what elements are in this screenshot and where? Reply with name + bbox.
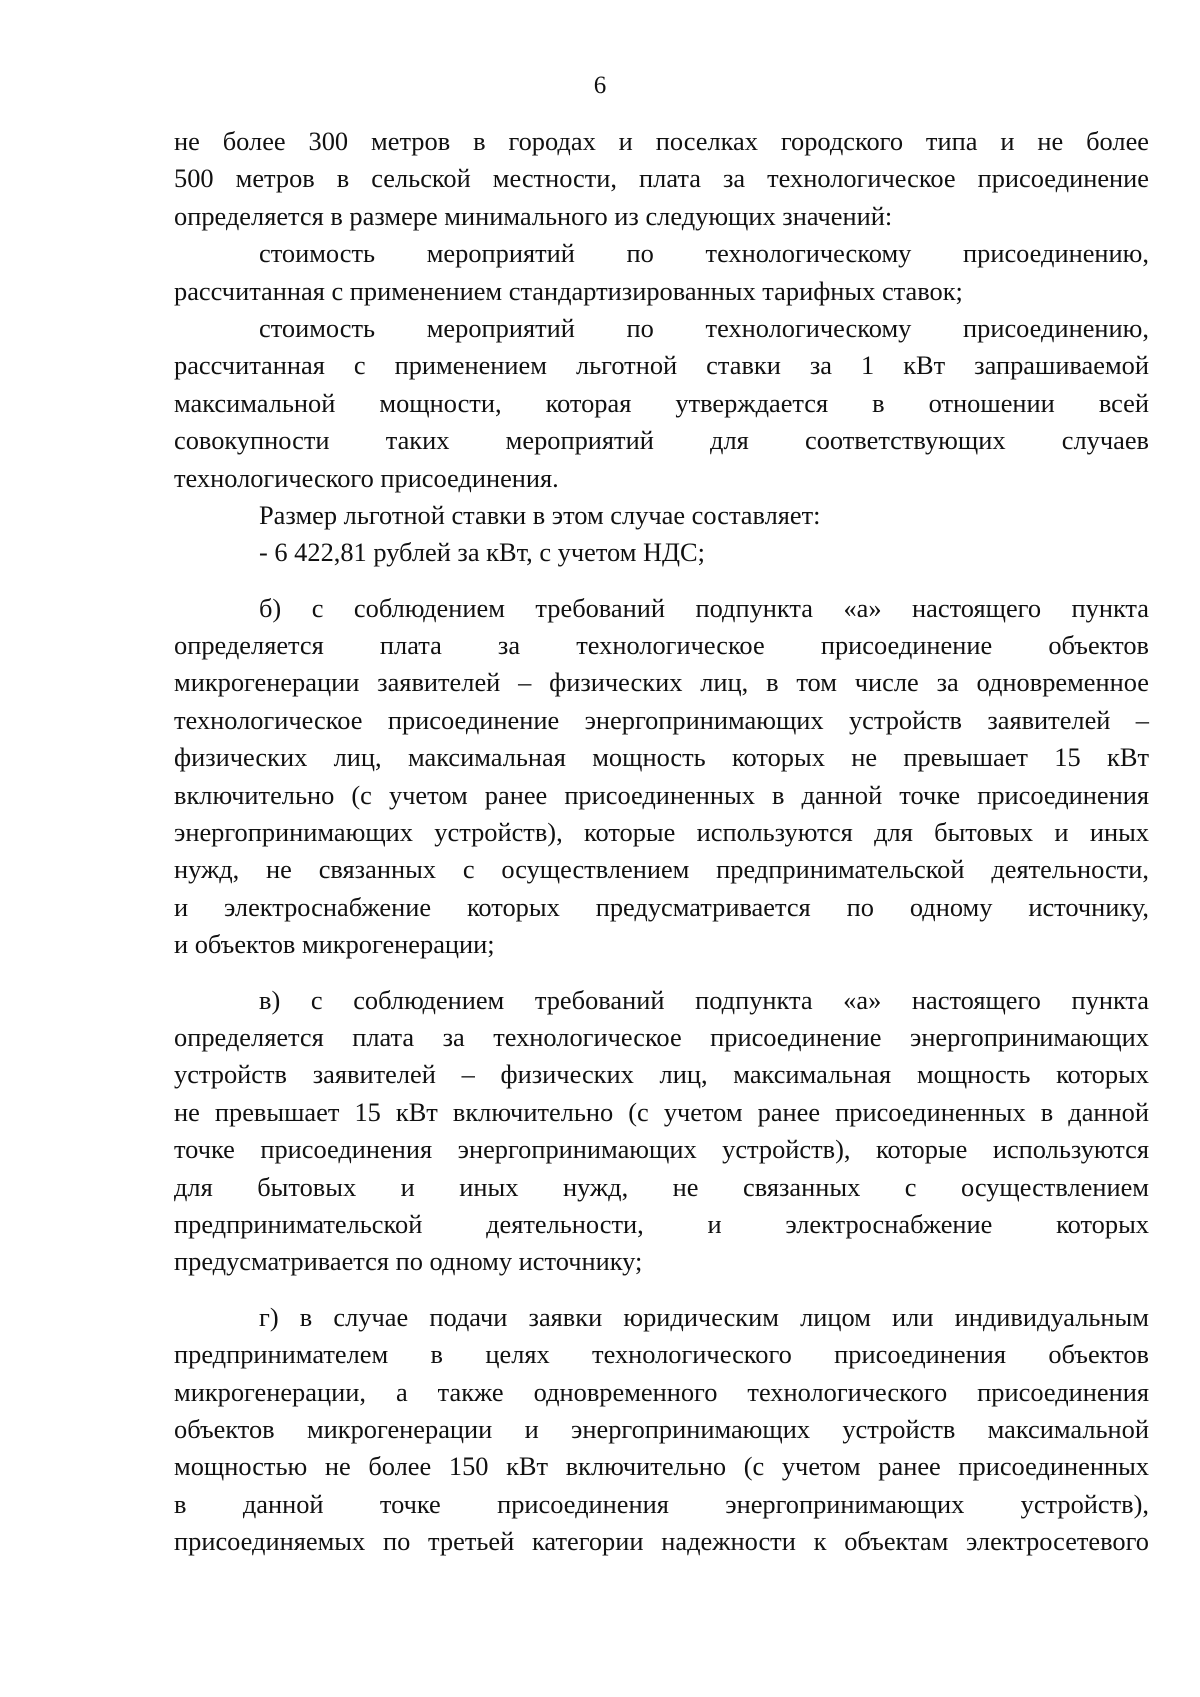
text-line: - 6 422,81 рублей за кВт, с учетом НДС; [259,537,705,568]
text-line: Размер льготной ставки в этом случае составляет: [259,499,821,530]
paragraph [174,235,1149,310]
text-line: определяется в размере минимального из следующих значений: [174,200,893,231]
text-line: точке присоединения энергопринимающих устройств), которые используются [174,1134,1149,1165]
text-line: предпринимателем в целях технологического присоединения объектов [174,1339,1149,1370]
text-line: б) с соблюдением требований подпункта «а» настоящего пункта [259,592,1149,623]
text-line: стоимость мероприятий по технологическому присоединению, [259,312,1149,343]
text-line: в данной точке присоединения энергопринимающих устройств), [174,1488,1149,1519]
paragraph-gap [174,964,1149,982]
text-line: г) в случае подачи заявки юридическим лицом или индивидуальным [259,1301,1149,1332]
paragraph [174,534,1149,571]
text-line: максимальной мощности, которая утверждается в отношении всей [174,387,1149,418]
text-line: определяется плата за технологическое присоединение энергопринимающих [174,1021,1149,1052]
text-line: физических лиц, максимальная мощность которых не превышает 15 кВт [174,742,1149,773]
paragraph [174,497,1149,534]
paragraph [174,310,1149,497]
text-line: 500 метров в сельской местности, плата за технологическое присоединение [174,163,1149,194]
document-body [174,123,1149,1560]
page-number: 6 [593,72,607,99]
text-line: рассчитанная с применением стандартизированных тарифных ставок; [174,275,963,306]
text-line: предпринимательской деятельности, и электроснабжение которых [174,1208,1149,1239]
text-line: и объектов микрогенерации; [174,929,495,960]
text-line: энергопринимающих устройств), которые используются для бытовых и иных [174,817,1149,848]
text-line: микрогенерации заявителей – физических лиц, в том числе за одновременное [174,667,1149,698]
paragraph [174,982,1149,1281]
paragraph [174,1299,1149,1561]
text-line: рассчитанная с применением льготной ставки за 1 кВт запрашиваемой [174,350,1149,381]
text-line: не превышает 15 кВт включительно (с учетом ранее присоединенных в данной [174,1096,1149,1127]
text-line: технологического присоединения. [174,462,559,493]
paragraph-gap [174,572,1149,590]
text-line: не более 300 метров в городах и поселках городского типа и не более [174,126,1149,156]
text-line: предусматривается по одному источнику; [174,1246,643,1277]
text-line: присоединяемых по третьей категории надежности к объектам электросетевого [174,1526,1149,1557]
text-line: технологическое присоединение энергопринимающих устройств заявителей – [174,704,1149,735]
paragraph-gap [174,1281,1149,1299]
text-line: нужд, не связанных с осуществлением предпринимательской деятельности, [174,854,1149,885]
text-line: совокупности таких мероприятий для соответствующих случаев [174,425,1149,456]
text-line: и электроснабжение которых предусматривается по одному источнику, [174,891,1149,922]
paragraph [174,123,1149,235]
text-line: устройств заявителей – физических лиц, максимальная мощность которых [174,1059,1149,1090]
text-line: микрогенерации, а также одновременного технологического присоединения [174,1376,1149,1407]
text-line: в) с соблюдением требований подпункта «а» настоящего пункта [259,984,1149,1015]
text-line: для бытовых и иных нужд, не связанных с осуществлением [174,1171,1149,1202]
text-line: стоимость мероприятий по технологическому присоединению, [259,238,1149,269]
text-line: определяется плата за технологическое присоединение объектов [174,630,1149,661]
text-line: объектов микрогенерации и энергопринимающих устройств максимальной [174,1413,1149,1444]
text-line: мощностью не более 150 кВт включительно (с учетом ранее присоединенных [174,1451,1149,1482]
paragraph [174,590,1149,964]
text-line: включительно (с учетом ранее присоединенных в данной точке присоединения [174,779,1149,810]
